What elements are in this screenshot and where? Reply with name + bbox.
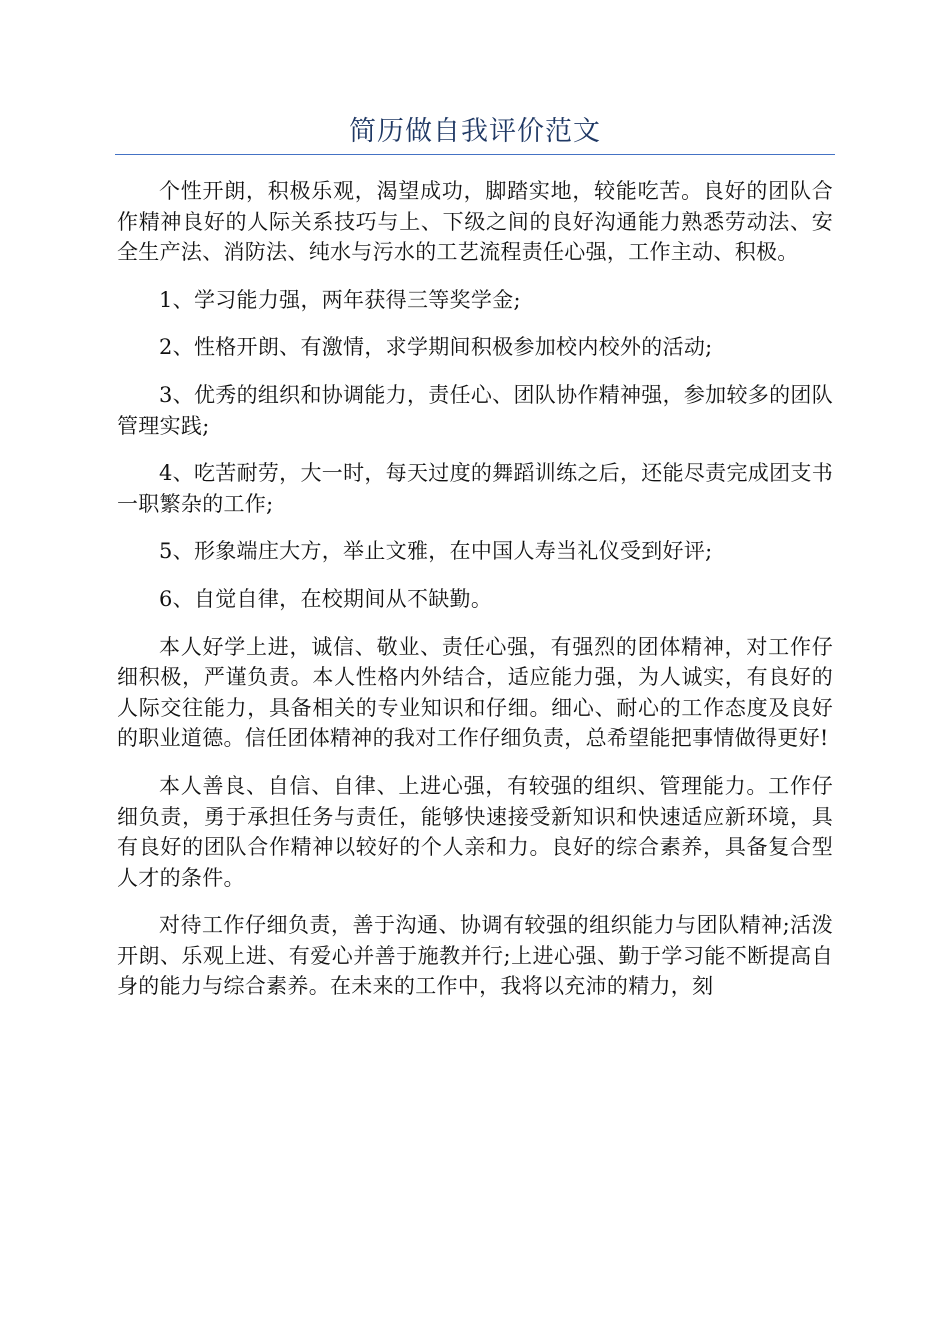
paragraph-work-attitude: 对待工作仔细负责，善于沟通、协调有较强的组织能力与团队精神;活泼开朗、乐观上进、有爱心并善于施教并行;上进心强、勤于学习能不断提高自身的能力与综合素养。在未来的工作中，我将以充沛的精力，刻 [117, 913, 833, 999]
paragraph-self-description: 本人好学上进，诚信、敬业、责任心强，有强烈的团体精神，对工作仔细积极，严谨负责。本人性格内外结合，适应能力强，为人诚实，有良好的人际交往能力，具备相关的专业知识和仔细。细心、耐心的工作态度及良好的职业道德。信任团体精神的我对工作仔细负责，总希望能把事情做得更好! [117, 634, 833, 751]
paragraph-intro: 个性开朗，积极乐观，渴望成功，脚踏实地，较能吃苦。良好的团队合作精神良好的人际关系技巧与上、下级之间的良好沟通能力熟悉劳动法、安全生产法、消防法、纯水与污水的工艺流程责任心强，工作主动、积极。 [117, 179, 833, 265]
paragraph-personality: 本人善良、自信、自律、上进心强，有较强的组织、管理能力。工作仔细负责，勇于承担任务与责任，能够快速接受新知识和快速适应新环境，具有良好的团队合作精神以较好的个人亲和力。良好的综合素养，具备复合型人才的条件。 [117, 773, 833, 890]
page-title: 简历做自我评价范文 [349, 116, 601, 147]
document-body [117, 176, 833, 1019]
list-item-2: 2、性格开朗、有激情，求学期间积极参加校内校外的活动; [159, 335, 713, 360]
list-item-6: 6、自觉自律，在校期间从不缺勤。 [159, 586, 493, 611]
list-item-3: 3、优秀的组织和协调能力，责任心、团队协作精神强，参加较多的团队管理实践; [117, 382, 833, 438]
list-item-4: 4、吃苦耐劳，大一时，每天过度的舞蹈训练之后，还能尽责完成团支书一职繁杂的工作; [117, 461, 833, 516]
title-underline [115, 154, 835, 155]
list-item-1: 1、学习能力强，两年获得三等奖学金; [159, 287, 521, 312]
list-item-5: 5、形象端庄大方，举止文雅，在中国人寿当礼仪受到好评; [159, 539, 713, 564]
